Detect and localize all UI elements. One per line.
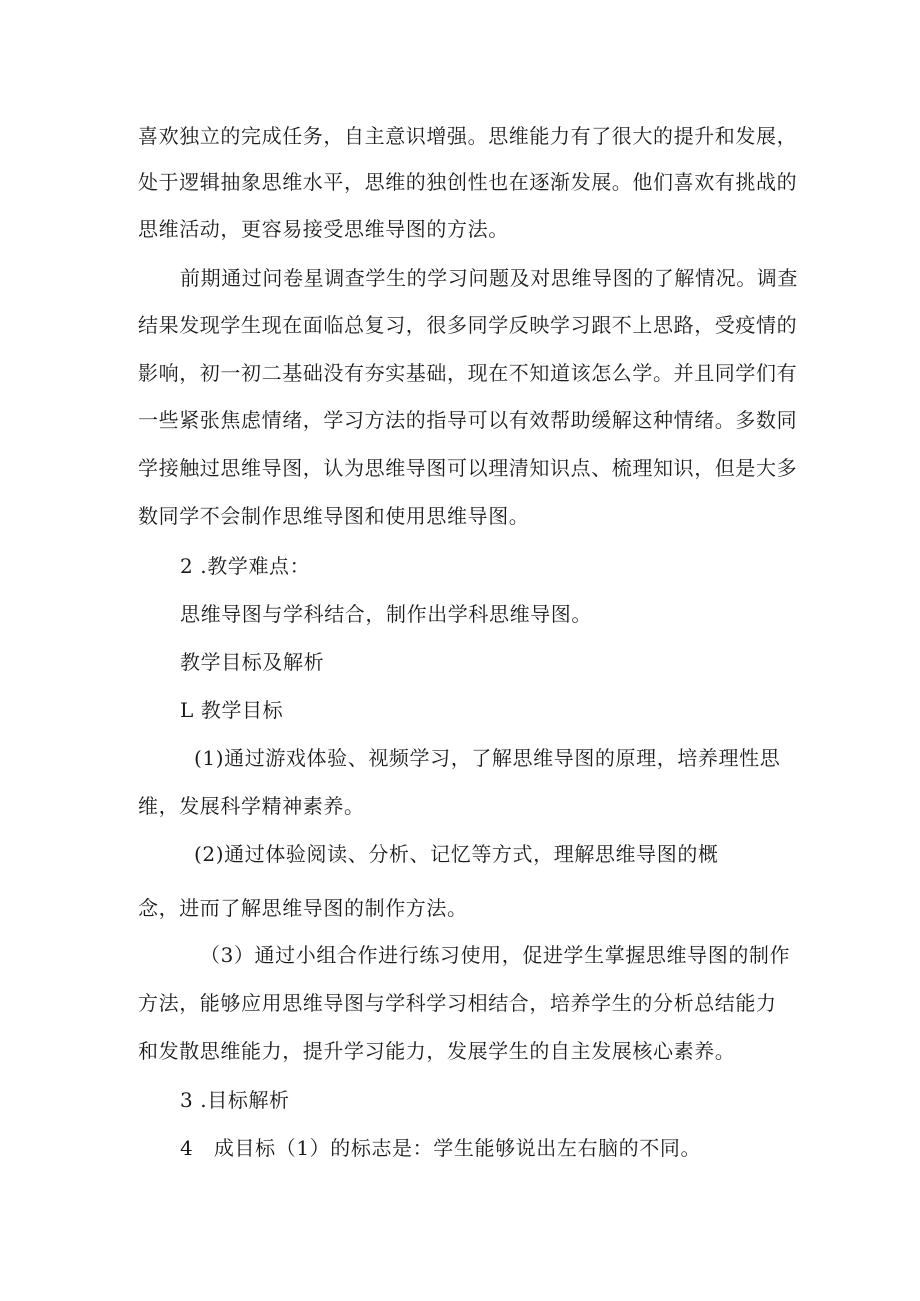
list-item-line: 方法，能够应用思维导图与学科学习相结合，培养学生的分析总结能力	[138, 991, 777, 1015]
paragraph-line: 数同学不会制作思维导图和使用思维导图。	[138, 504, 530, 528]
paragraph-line: 4 成目标（1）的标志是：学生能够说出左右脑的不同。	[180, 1136, 702, 1160]
paragraph-line: 喜欢独立的完成任务，自主意识增强。思维能力有了很大的提升和发展，	[138, 124, 798, 148]
paragraph-line: 结果发现学生现在面临总复习，很多同学反映学习跟不上思路，受疫情的	[138, 313, 798, 337]
list-item-line: (1)通过游戏体验、视频学习，了解思维导图的原理，培养理性思	[194, 746, 781, 770]
section-heading: 2 .教学难点：	[180, 554, 311, 578]
paragraph-line: 一些紧张焦虑情绪，学习方法的指导可以有效帮助缓解这种情绪。多数同	[138, 408, 798, 432]
paragraph-line: 思维导图与学科结合，制作出学科思维导图。	[180, 602, 592, 626]
paragraph-line: 前期通过问卷星调查学生的学习问题及对思维导图的了解情况。调查	[180, 266, 798, 290]
section-heading: L 教学目标	[180, 698, 284, 722]
section-heading: 教学目标及解析	[180, 650, 325, 674]
paragraph-line: 处于逻辑抽象思维水平，思维的独创性也在逐渐发展。他们喜欢有挑战的	[138, 170, 798, 194]
list-item-line: 念，进而了解思维导图的制作方法。	[138, 896, 468, 920]
paragraph-line: 影响，初一初二基础没有夯实基础，现在不知道该怎么学。并且同学们有	[138, 361, 798, 385]
list-item-line: 维，发展科学精神素养。	[138, 794, 365, 818]
paragraph-line: 学接触过思维导图，认为思维导图可以理清知识点、梳理知识，但是大多	[138, 456, 798, 480]
section-heading: 3 .目标解析	[180, 1088, 290, 1112]
list-item-line: （3）通过小组合作进行练习使用，促进学生掌握思维导图的制作	[200, 943, 791, 967]
list-item-line: 和发散思维能力，提升学习能力，发展学生的自主发展核心素养。	[138, 1039, 736, 1063]
paragraph-line: 思维活动，更容易接受思维导图的方法。	[138, 217, 509, 241]
list-item-line: (2)通过体验阅读、分析、记忆等方式，理解思维导图的概	[194, 842, 719, 866]
